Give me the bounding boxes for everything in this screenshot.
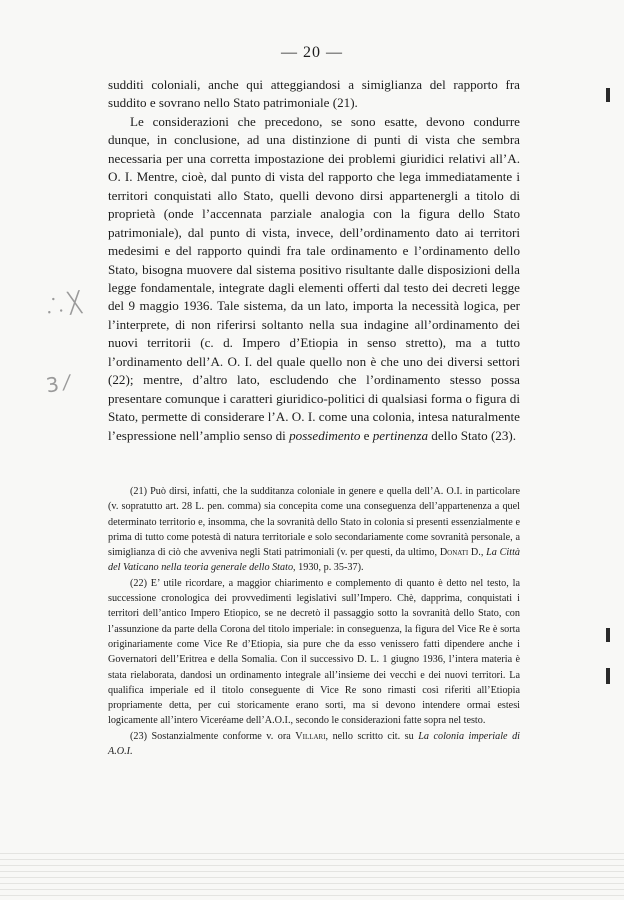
main-text bbox=[108, 76, 520, 445]
scan-artifact-stripes bbox=[0, 848, 624, 900]
footnote-23 bbox=[108, 729, 520, 760]
pertinenza-term: pertinenza bbox=[372, 427, 429, 443]
paragraph-2-text: Le considerazioni che precedono, se sono esatte, devono condurre dunque, in conclusione, ad una distinzione di punti di vista che sembra necessaria per una corretta impostazione dei problemi giuridici relativi all’A. O. I. Mentre, cioè, dal punto di vista del rapporto che lega immediatamente i territori conquistati allo Stato, quelli devono dirsi appartenergli a titolo di proprietà (onde l’accennata parziale analogia con la figura dello Stato patrimoniale), dal punto di vista, invece, dell’ordinamento dato ai territori medesimi e del rapporto quindi fra tale ordinamento e l’ordinamento dello Stato, bisogna muovere dal sistema positivo risultante dalle disposizioni della legge fondamentale, integrate dagli elementi offerti dal testo dei decreti legge del 9 maggio 1936. Tale sistema, da un lato, importa la necessità logica, per l’interprete, di non riferirsi soltanto nella sua indagine all’ordinamento dei nuovi territorii (c. d. Impero d’Etiopia in senso stretto), ma a tutto l’ordinamento dell’A. O. I. del quale quello non è che uno dei diversi settori (22); mentre, d’altro lato, escludendo che l’ordinamento stesso possa presentare comunque i caratteri giuridico-politici di qualsiasi forma o figura di Stato, permette di considerare l’A. O. I. come una colonia, intesa naturalmente l’espressione nell’amplio senso di bbox=[108, 113, 520, 443]
footnote-23-text: (23) Sostanzialmente conforme v. ora bbox=[130, 730, 296, 742]
paragraph-2-mid: e bbox=[360, 427, 373, 443]
footnote-21-title: La Città del Vaticano nella teoria generale dello Stato bbox=[108, 547, 521, 574]
footnote-22: (22) E’ utile ricordare, a maggior chiarimento e complemento di quanto è detto nel testo, la successione cronologica dei provvedimenti legislativi sull’Impero. Chè, dapprima, conquistati i territori dell’antico Impero Etiopico, se ne decretò il passaggio sotto la sovranità dello Stato, con l’assunzione da parte della Corona del titolo imperiale: in conseguenza, la figura del Vice Re è sorta originariamente come Vice Re d’Etiopia, sia pure che da esso venissero fatti dipendere anche i Governatori dell’Eritrea e della Somalia. Con il successivo D. L. 1 giugno 1936, l’intera materia è stata rielaborata, dandosi un ordinamento integrale all’insieme dei vecchi e dei nuovi territori. La qualifica imperiale ed il titolo conseguente di Vice Re sono rimasti così riferiti all’Etiopia propriamente detta, per cui storicamente erano sorti, ma si devono intendere ormai estesi logicamente all’intero Viceréame dell’A.O.I., secondo le considerazioni fatte sopra nel testo. bbox=[108, 577, 520, 727]
paragraph-2 bbox=[108, 113, 520, 445]
paragraph-2-end: dello Stato (23). bbox=[428, 427, 517, 443]
footnote-23-author: Villari bbox=[295, 730, 326, 742]
footnotes bbox=[108, 484, 520, 759]
page-number: — 20 — bbox=[281, 44, 343, 61]
footnote-21-author: Donati D. bbox=[439, 547, 481, 559]
footnote-23-title: La colonia imperiale di A.O.I. bbox=[108, 730, 520, 758]
pencil-mark-upper: ⸫ ╳ bbox=[44, 289, 83, 319]
paragraph-1: sudditi coloniali, anche qui atteggiandosi a simiglianza del rapporto fra suddito e sovrano nello Stato patrimoniale (21). bbox=[108, 77, 520, 111]
edge-mark-middle bbox=[606, 628, 610, 642]
footnote-23-mid: , nello scritto cit. su bbox=[325, 730, 419, 742]
pencil-mark-lower: 3 ⁄ bbox=[44, 370, 70, 398]
edge-mark-bottom bbox=[606, 668, 610, 684]
possedimento-term: possedimento bbox=[289, 427, 361, 443]
edge-mark-top bbox=[606, 88, 610, 102]
footnote-21-text: (21) Può dirsi, infatti, che la sudditanza coloniale in genere e quella dell’A. O.I. in particolare (v. sopratutto art. 28 L. pen. comma) sia concepita come una conseguenza dell’appartenenza a quel determinato territorio e, insomma, che la sovranità dello Stato in colonia si presenti essenzialmente e prima di tutto come potestà di natura territoriale e solo secondariamente come sovranità personale, a simiglianza di ciò che avveniva negli Stati patrimoniali (v. per questi, da ultimo, bbox=[108, 486, 520, 559]
footnote-21-sep: , bbox=[480, 547, 487, 559]
footnote-21-end: , 1930, p. 35-37). bbox=[293, 562, 364, 574]
footnote-21 bbox=[108, 484, 520, 576]
